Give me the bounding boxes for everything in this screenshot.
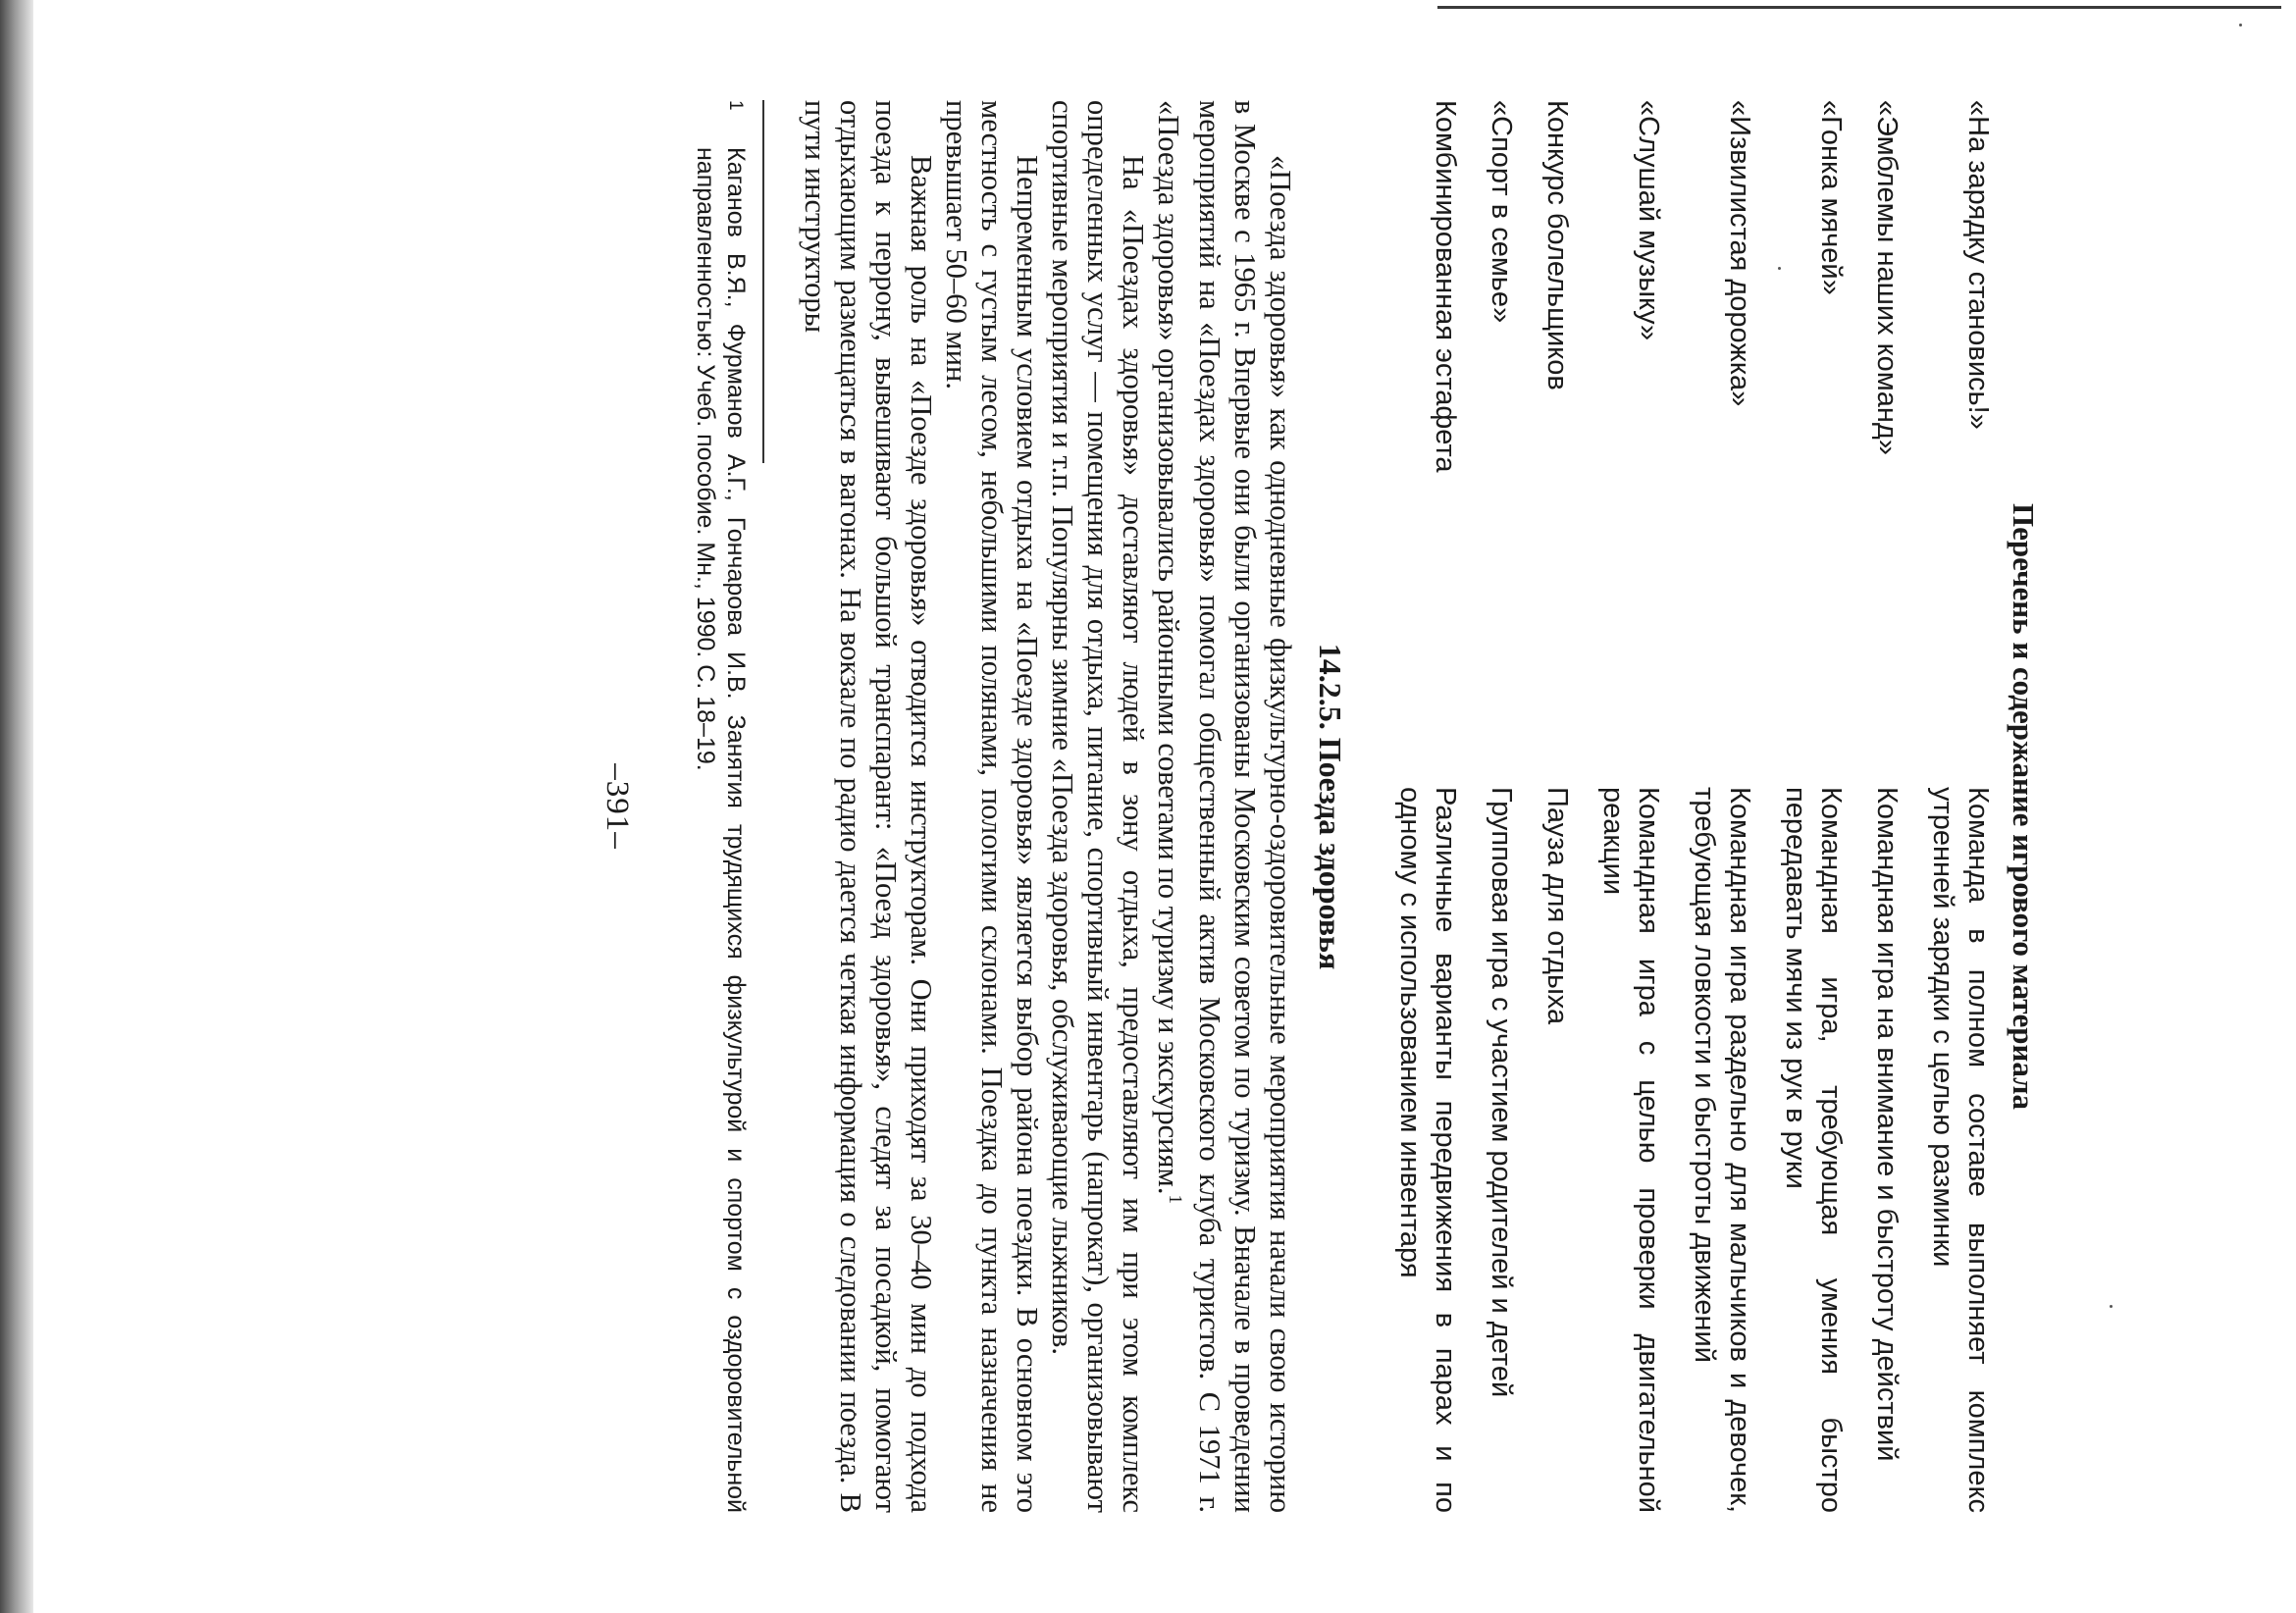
paragraph-text: «Поезда здоровья» как однодневные физкультурно-оздоровительные мероприятия начали свою историю в Москве с 1965 г. Впервые они были организованы Московским советом по туризму. Вначале в проведении мероприятий на «Поездах здоровья» помогал общественный актив Московского клуба туристов. С 1971 г. «Поезда здоровья» организовывались районными советами по туризму и экскурсиям.	[1151, 100, 1297, 1513]
game-row	[1575, 100, 1666, 1513]
game-name: Комбинированная эстафета	[1430, 100, 1461, 473]
game-row	[1519, 100, 1575, 1513]
footnote	[690, 100, 751, 1513]
scan-border-line	[1437, 6, 2281, 9]
game-description: Командная игра, требующая умения быстро передавать мячи из рук в руки	[1780, 787, 1847, 1513]
game-name: «Извилистая дорожка»	[1724, 100, 1755, 407]
game-name: «Спорт в семье»	[1486, 100, 1517, 324]
footnote-text: Каганов В.Я., Фурманов А.Г., Гончарова И.В. Занятия трудящихся физкультурой и спортом с оздоровительной направленностью: Учеб. пособие. Мн., 1990. С. 18–19.	[691, 147, 750, 1513]
game-description: Пауза для отдыха	[1541, 787, 1573, 1025]
game-name: «На зарядку становись!»	[1962, 100, 1994, 430]
section-title: 14.2.5. Поезда здоровья	[1313, 643, 1348, 970]
paragraph: На «Поездах здоровья» доставляют людей в зону отдыха, предоставляют им при этом комплекс определенных услуг — помещения для отдыха, питание, спортивный инвентарь (напрокат), организовывают спортивные мероприятия и т.п. Популярны зимние «Поезда здоровья, обслуживающие лыжников.	[1045, 100, 1150, 1513]
paragraph	[1151, 100, 1298, 1513]
scan-speck	[2239, 24, 2242, 26]
game-row	[1849, 100, 1905, 1513]
games-table	[1372, 100, 1996, 1513]
game-description: Командная игра раздельно для мальчиков и девочек, требующая ловкости и быстроты движений	[1689, 787, 1755, 1513]
game-row	[1463, 100, 1519, 1513]
footnote-reference: 1	[1165, 1194, 1185, 1204]
scan-edge-shadow	[0, 0, 33, 1613]
table-heading: Перечень и содержание игрового материала	[2007, 502, 2041, 1111]
game-name: «Слушай музыку»	[1633, 100, 1664, 341]
games-table-body	[1372, 100, 1996, 1513]
game-row	[1372, 100, 1463, 1513]
paragraph: Важная роль на «Поезде здоровья» отводится инструкторам. Они приходят за 30–40 мин до подхода поезда к перрону, вывешивают большой транспарант: «Поезд здоровья», следят за посадкой, помогают отдыхающим размещаться в вагонах. На вокзале по радио дается четкая информация о следовании поезда. В пути инструкторы	[798, 100, 938, 1513]
game-row	[1666, 100, 1757, 1513]
game-name: Конкурс болельщиков	[1541, 100, 1573, 390]
page-number: –391–	[599, 763, 635, 850]
game-description: Командная игра с целью проверки двигательной реакции	[1597, 787, 1664, 1513]
footnote-mark: 1	[724, 100, 746, 111]
footnote-divider	[762, 100, 764, 463]
game-name: «Эмблемы наших команд»	[1871, 100, 1903, 455]
game-name: «Гонка мячей»	[1815, 100, 1847, 295]
game-row	[1757, 100, 1849, 1513]
book-page	[147, 61, 2149, 1552]
game-description: Групповая игра с участием родителей и детей	[1486, 787, 1517, 1398]
paragraph: Непременным условием отдыха на «Поезде здоровья» является выбор района поездки. В основном это местность с густым лесом, небольшими полянами, пологими склонами. Поездка до пункта назначения не превышает 50–60 мин.	[939, 100, 1044, 1513]
game-description: Различные варианты передвижения в парах и по одному с использованием инвентаря	[1394, 787, 1461, 1513]
game-description: Команда в полном составе выполняет комплекс утренней зарядки с целью разминки	[1927, 787, 1994, 1513]
game-description: Командная игра на внимание и быстроту действий	[1871, 787, 1903, 1462]
game-row	[1905, 100, 1996, 1513]
